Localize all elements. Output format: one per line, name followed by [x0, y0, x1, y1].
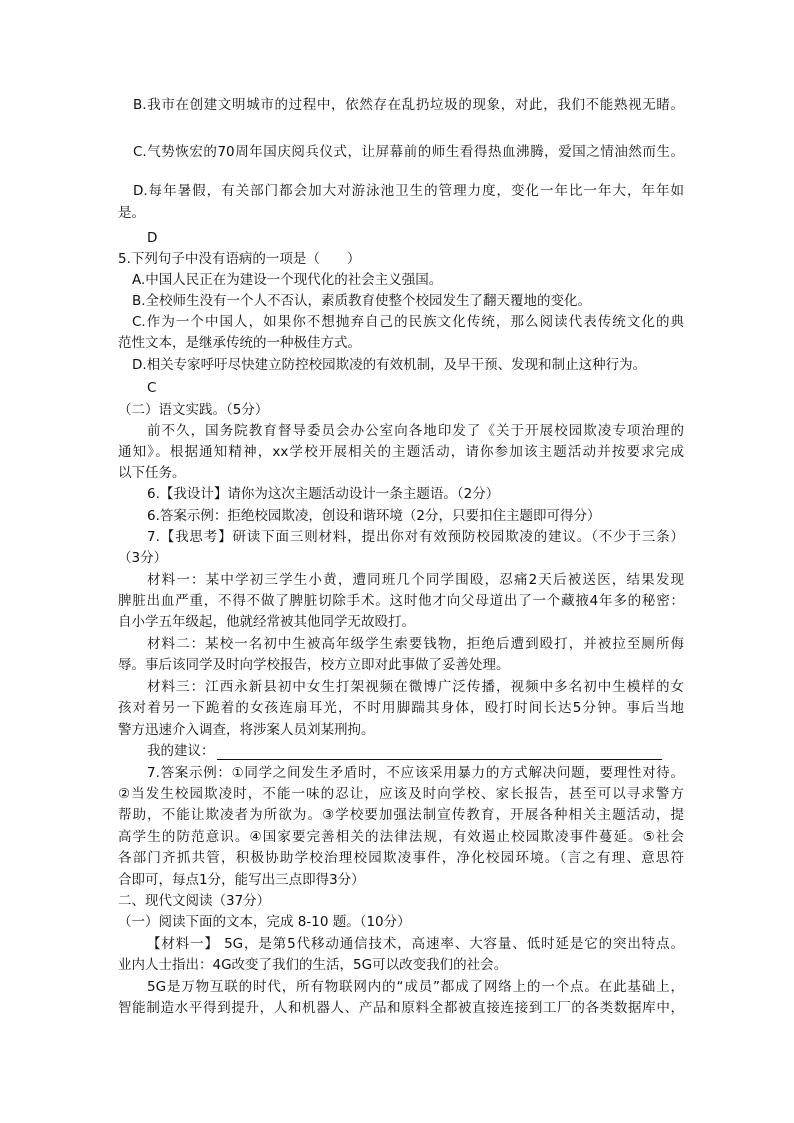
q5-option-c: C.作为一个中国人，如果你不想抛弃自己的民族文化传统，那么阅读代表传统文化的典: [132, 314, 684, 330]
material-3-cont: 孩对着另一下跪着的女孩连扇耳光，不时用脚踹其身体，殴打时间长达5分钟。事后当地: [118, 700, 684, 716]
question-6: 6.【我设计】请你为这次主题活动设计一条主题语。（2分）: [147, 486, 500, 502]
q5-option-c-cont: 范性文本，是继承传统的一种极佳方式。: [118, 335, 361, 351]
q5-option-d: D.相关专家呼吁尽快建立防控校园欺凌的有效机制，及早干预、发现和制止这种行为。: [132, 357, 647, 373]
suggestion-line: [147, 742, 662, 760]
answer-4: D: [147, 230, 158, 246]
section-heading-modern-reading: 二、现代文阅读（37分）: [118, 893, 271, 909]
section-heading-practice: （二）语文实践。（5分）: [118, 402, 269, 418]
answer-7: 7.答案示例：①同学之间发生矛盾时，不应该采用暴力的方式解决问题，要理性对待。: [147, 765, 684, 781]
answer-7-cont-4: 各部门齐抓共管，积极协助学校治理校园欺凌事件，净化校园环境。（言之有理、意思符: [118, 850, 684, 866]
reading-material-1-end: 业内人士指出：4G改变了我们的生活，5G可以改变我们的社会。: [118, 957, 508, 973]
q5-option-b: B.全校师生没有一个人不否认，素质教育使整个校园发生了翻天覆地的变化。: [132, 293, 592, 309]
paragraph-intro-cont: 通知》。根据通知精神，xx学校开展相关的主题活动，请你参加该主题活动并按要求完成: [118, 444, 684, 460]
option-c-text: C.气势恢宏的70周年国庆阅兵仪式，让屏幕前的师生看得热血沸腾，爱国之情油然而生。: [133, 144, 684, 160]
option-b-text: B.我市在创建文明城市的过程中，依然存在乱扔垃圾的现象，对此，我们不能熟视无睹。: [133, 97, 684, 113]
question-5: 5.下列句子中没有语病的一项是（ ）: [118, 251, 361, 267]
material-2: 材料二：某校一名初中生被高年级学生索要钱物，拒绝后遭到殴打，并被拉至厕所侮: [147, 636, 684, 652]
material-1-end: 自小学五年级起，他就经常被其他同学无故殴打。: [118, 614, 415, 630]
answer-7-end: 合即可，每点1分，能写出三点即得3分）: [118, 872, 365, 888]
reading-paragraph: 5G是万物互联的时代，所有物联网内的“成员”都成了网络上的一个点。在此基础上，: [147, 979, 684, 995]
question-7-score: （3分）: [118, 550, 168, 566]
answer-7-cont-3: 高学生的防范意识。④国家要完善相关的法律法规，有效遏止校园欺凌事件蔓延。⑤社会: [118, 829, 684, 845]
suggestion-blank: [217, 745, 662, 760]
option-d-text-cont: 是。: [118, 205, 145, 221]
material-1-cont: 脾脏出血严重，不得不做了脾脏切除手术。这时他才向父母道出了一个藏掖4年多的秘密：: [118, 593, 684, 609]
paragraph-intro-end: 以下任务。: [118, 465, 186, 481]
answer-5: C: [147, 380, 157, 396]
reading-paragraph-cont: 智能制造水平得到提升，人和机器人、产品和原料全都被直接连接到工厂的各类数据库中，: [118, 1000, 684, 1016]
material-2-end: 辱。事后该同学及时向学校报告，校方立即对此事做了妥善处理。: [118, 657, 510, 673]
reading-material-1: 【材料一】 5G，是第5代移动通信技术，高速率、大容量、低时延是它的突出特点。: [147, 936, 684, 952]
material-3-end: 警方迅速介入调查，将涉案人员刘某刑拘。: [118, 722, 375, 738]
suggestion-label: 我的建议：: [147, 743, 215, 759]
answer-7-cont-2: 帮助，不能让欺凌者为所欲为。③学校要加强法制宣传教育，开展各种相关主题活动，提: [118, 807, 684, 823]
material-1: 材料一：某中学初三学生小黄，遭同班几个同学围殴，忍痛2天后被送医，结果发现: [147, 572, 684, 588]
answer-7-cont-1: ②当发生校园欺凌时，不能一味的忍让，应该及时向学校、家长报告，甚至可以寻求警方: [118, 786, 684, 802]
paragraph-intro: 前不久，国务院教育督导委员会办公室向各地印发了《关于开展校园欺凌专项治理的: [147, 423, 684, 439]
q5-option-a: A.中国人民正在为建设一个现代化的社会主义强国。: [132, 272, 443, 288]
subsection-heading: （一）阅读下面的文本，完成 8-10 题。（10分）: [118, 914, 411, 930]
question-7: 7.【我思考】研读下面三则材料，提出你对有效预防校园欺凌的建议。（不少于三条）: [147, 529, 684, 545]
material-3: 材料三：江西永新县初中女生打架视频在微博广泛传播，视频中多名初中生模样的女: [147, 679, 684, 695]
option-d-text: D.每年暑假，有关部门都会加大对游泳池卫生的管理力度，变化一年比一年大，年年如: [133, 183, 684, 199]
answer-6: 6.答案示例：拒绝校园欺凌，创设和谐环境（2分，只要扣住主题即可得分）: [147, 508, 601, 524]
